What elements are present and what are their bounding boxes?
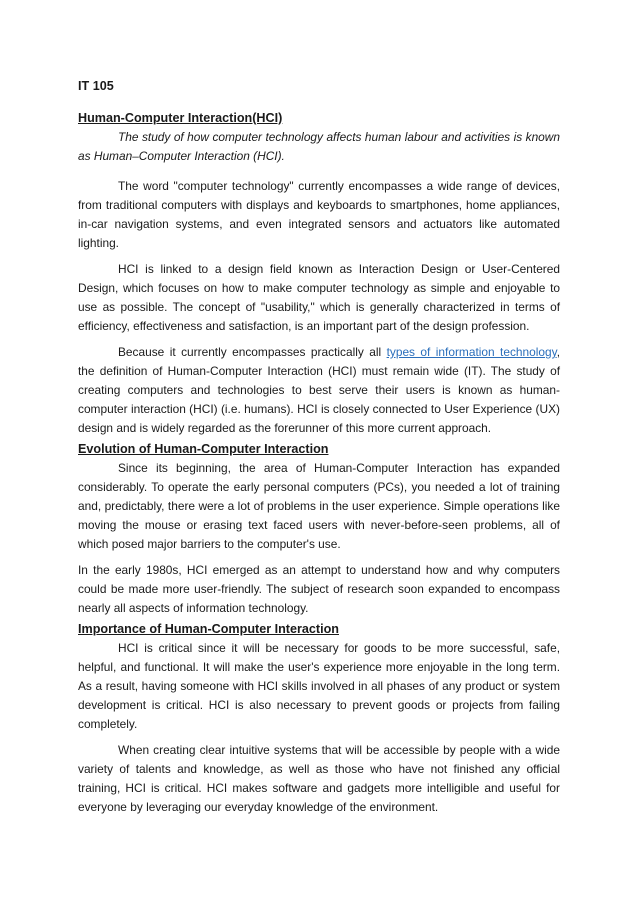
paragraph-evolution-1: Since its beginning, the area of Human-Computer Interaction has expanded considerably. To operate the early personal computers (PCs), you needed a lot of training and, predictably, there were a lot of problems in the user experience. Simple operations like moving the mouse or erasing text faced users with never-before-seen problems, all of which posed major barriers to the computer's use. (78, 461, 560, 551)
heading-hci: Human-Computer Interaction(HCI) (78, 111, 283, 125)
paragraph-importance-2: When creating clear intuitive systems that will be accessible by people with a wide variety of talents and knowledge, as well as those who have not finished any official training, HCI is critical. HCI makes software and gadgets more intelligible and useful for everyone by leveraging our everyday knowledge of the environment. (78, 743, 560, 814)
paragraph-because-text-end: , the definition of Human-Computer Interaction (HCI) must remain wide (IT). The study of creating computers and technologies to best serve their users is known as human-computer interaction (HCI) (i.e. humans). HCI is closely connected to User Experience (UX) design and is widely regarded as the forerunner of this more current approach. (78, 345, 560, 435)
heading-evolution: Evolution of Human-Computer Interaction (78, 442, 329, 456)
paragraph-because (78, 343, 560, 438)
heading-importance: Importance of Human-Computer Interaction (78, 622, 339, 636)
paragraph-design-field: HCI is linked to a design field known as Interaction Design or User-Centered Design, which focuses on how to make computer technology as simple and enjoyable to use as possible. The concept of "usability," which is generally characterized in terms of efficiency, effectiveness and satisfaction, is an important part of the design profession. (78, 262, 560, 333)
types-of-information-technology-link[interactable]: types of information technology (386, 345, 557, 359)
course-code: IT 105 (78, 79, 114, 93)
paragraph-because-text-start: Because it currently encompasses practically all (118, 345, 387, 359)
paragraph-evolution-2: In the early 1980s, HCI emerged as an attempt to understand how and why computers could be made more user-friendly. The subject of research soon expanded to encompass nearly all aspects of information technology. (78, 563, 560, 615)
paragraph-importance-1: HCI is critical since it will be necessary for goods to be more successful, safe, helpful, and functional. It will make the user's experience more enjoyable in the long term. As a result, having someone with HCI skills involved in all phases of any product or system development is critical. HCI is also necessary to prevent goods or projects from failing completely. (78, 641, 560, 731)
paragraph-computer-technology: The word "computer technology" currently encompasses a wide range of devices, from traditional computers with displays and keyboards to smartphones, home appliances, in-car navigation systems, and even integrated sensors and actuators like automated lighting. (78, 179, 560, 250)
hci-definition: The study of how computer technology affects human labour and activities is known as Human–Computer Interaction (HCI). (78, 130, 560, 163)
